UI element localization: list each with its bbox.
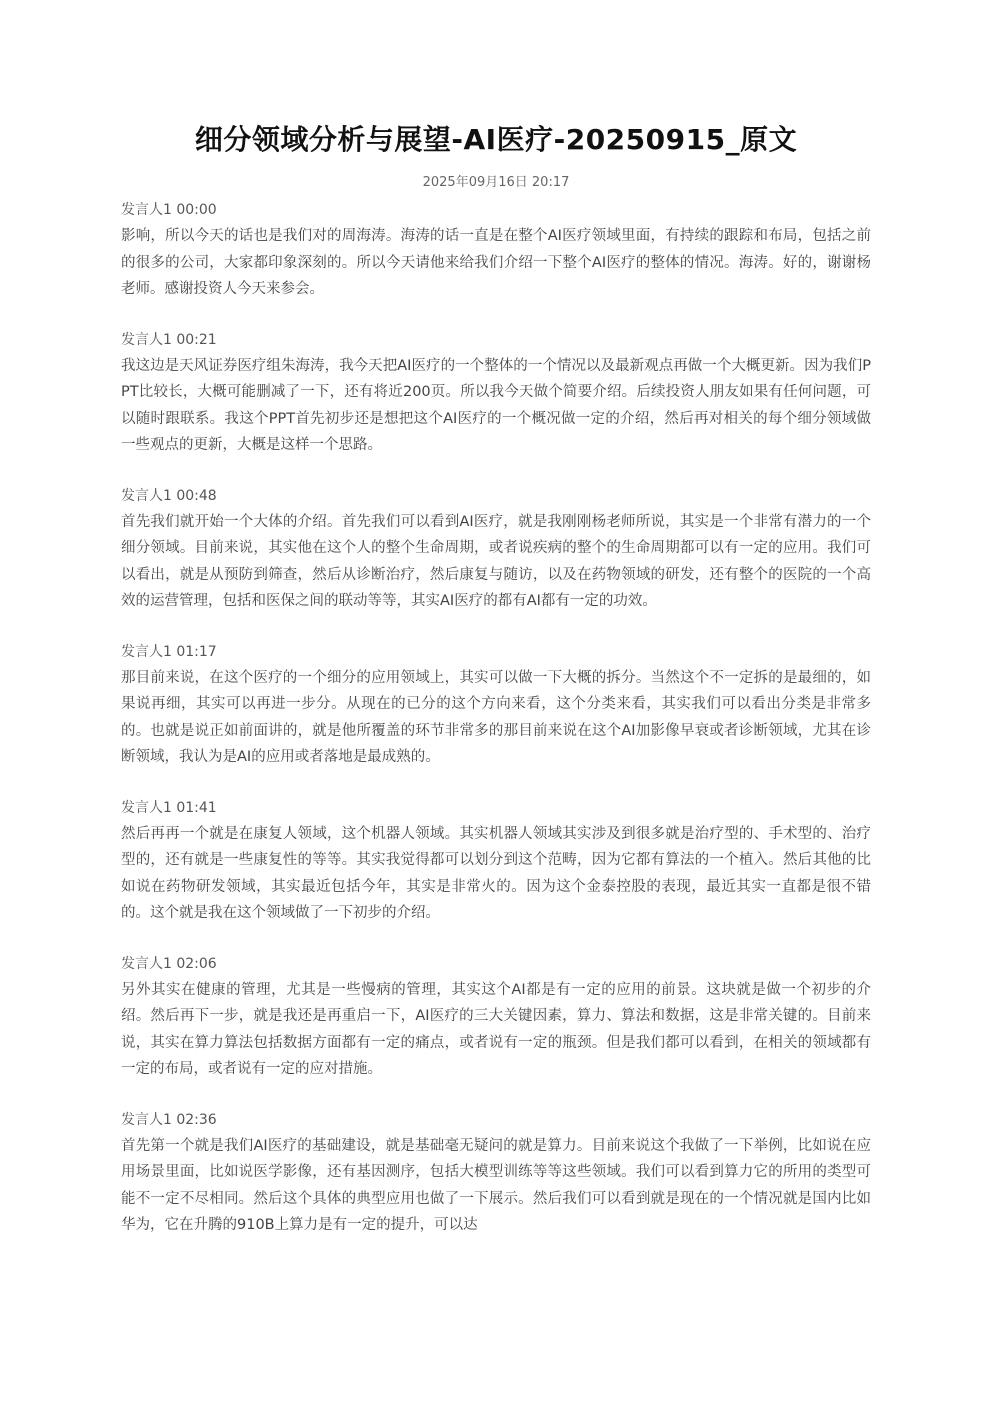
transcript-segment xyxy=(121,954,871,1083)
transcript-paragraph: 我这边是天风证券医疗组朱海涛，我今天把AI医疗的一个整体的一个情况以及最新观点再做一个大概更新。因为我们PPT比较长，大概可能删减了一下，还有将近200页。所以我今天做个简要介绍。后续投资人朋友如果有任何问题，可以随时跟联系。我这个PPT首先初步还是想把这个AI医疗的一个概况做一定的介绍，然后再对相关的每个细分领域做一些观点的更新，大概是这样一个思路。 xyxy=(121,357,871,453)
speaker-timestamp: 发言人1 02:36 xyxy=(121,1111,217,1128)
speaker-timestamp: 发言人1 00:48 xyxy=(121,487,217,504)
speaker-timestamp: 发言人1 02:06 xyxy=(121,955,217,972)
transcript-paragraph: 首先我们就开始一个大体的介绍。首先我们可以看到AI医疗，就是我刚刚杨老师所说，其实是一个非常有潜力的一个细分领域。目前来说，其实他在这个人的整个生命周期，或者说疾病的整个的生命周期都可以有一定的应用。我们可以看出，就是从预防到筛查，然后从诊断治疗，然后康复与随访，以及在药物领域的研发，还有整个的医院的一个高效的运营管理，包括和医保之间的联动等等，其实AI医疗的都有AI都有一定的功效。 xyxy=(121,513,871,609)
transcript-segment xyxy=(121,1110,871,1239)
transcript-paragraph: 然后再再一个就是在康复人领域，这个机器人领域。其实机器人领域其实涉及到很多就是治疗型的、手术型的、治疗型的，还有就是一些康复性的等等。其实我觉得都可以划分到这个范畴，因为它都有算法的一个植入。然后其他的比如说在药物研发领域，其实最近包括今年，其实是非常火的。因为这个金泰控股的表现，最近其实一直都是很不错的。这个就是我在这个领域做了一下初步的介绍。 xyxy=(121,825,871,921)
transcript-paragraph: 那目前来说，在这个医疗的一个细分的应用领域上，其实可以做一下大概的拆分。当然这个不一定拆的是最细的，如果说再细，其实可以再进一步分。从现在的已分的这个方向来看，这个分类来看，其实我们可以看出分类是非常多的。也就是说正如前面讲的，就是他所覆盖的环节非常多的那目前来说在这个AI加影像早衰或者诊断领域，尤其在诊断领域，我认为是AI的应用或者落地是最成熟的。 xyxy=(121,669,871,765)
speaker-timestamp: 发言人1 00:21 xyxy=(121,331,217,348)
transcript-segment xyxy=(121,330,871,459)
transcript-body xyxy=(121,200,871,1266)
speaker-timestamp: 发言人1 01:41 xyxy=(121,799,217,816)
transcript-segment xyxy=(121,642,871,771)
speaker-timestamp: 发言人1 00:00 xyxy=(121,202,217,218)
transcript-segment xyxy=(121,798,871,927)
transcript-segment xyxy=(121,486,871,615)
transcript-paragraph: 另外其实在健康的管理，尤其是一些慢病的管理，其实这个AI都是有一定的应用的前景。这块就是做一个初步的介绍。然后再下一步，就是我还是再重启一下，AI医疗的三大关键因素，算力、算法和数据，这是非常关键的。目前来说，其实在算力算法包括数据方面都有一定的痛点，或者说有一定的瓶颈。但是我们都可以看到，在相关的领域都有一定的布局，或者说有一定的应对措施。 xyxy=(121,981,871,1077)
transcript-paragraph: 首先第一个就是我们AI医疗的基础建设，就是基础毫无疑问的就是算力。目前来说这个我做了一下举例，比如说在应用场景里面，比如说医学影像，还有基因测序，包括大模型训练等等这些领域。我们可以看到算力它的所用的类型可能不一定不尽相同。然后这个具体的典型应用也做了一下展示。然后我们可以看到就是现在的一个情况就是国内比如华为，它在升腾的910B上算力是有一定的提升，可以达 xyxy=(121,1137,871,1233)
transcript-segment xyxy=(121,200,871,303)
speaker-timestamp: 发言人1 01:17 xyxy=(121,643,217,660)
document-title: 细分领域分析与展望-AI医疗-20250915_原文 xyxy=(194,123,798,156)
document-datetime: 2025年09月16日 20:17 xyxy=(422,175,570,190)
transcript-paragraph: 影响，所以今天的话也是我们对的周海涛。海涛的话一直是在整个AI医疗领域里面，有持续的跟踪和布局，包括之前的很多的公司，大家都印象深刻的。所以今天请他来给我们介绍一下整个AI医疗的整体的情况。海涛。好的，谢谢杨老师。感谢投资人今天来参会。 xyxy=(121,228,871,297)
